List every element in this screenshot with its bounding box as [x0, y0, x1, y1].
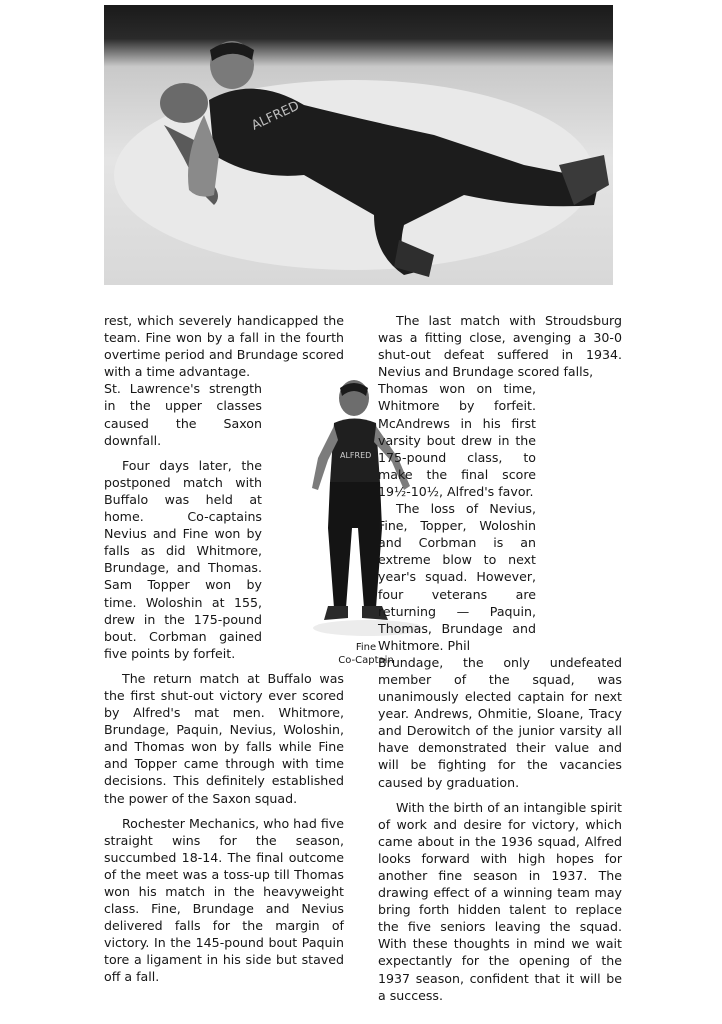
paragraph: The last match with Stroudsburg was a fitting close, avenging a 30-0 shut-out defeat suffered in 1934. Nevius and Brundage scored falls,: [378, 313, 622, 380]
caption-name: Fine: [355, 642, 377, 653]
paragraph: With the birth of an intangible spirit of work and desire for victory, which came about in the 1936 squad, Alfred looks forward with high hopes for another fine season in 1937. The drawing effect of a winning team may bring forth hidden talent to replace the five seniors leaving the squad. With these thoughts in mind we wait expectantly for the opening of the 1937 season, confident that it will be a success.: [378, 799, 622, 1003]
paragraph: rest, which severely handicapped the team. Fine won by a fall in the fourth overtime period and Brundage scored with a time advantage.: [104, 313, 344, 380]
paragraph: St. Lawrence's strength in the upper classes caused the Saxon downfall.: [104, 381, 262, 448]
wrestlers-illustration: [104, 5, 613, 285]
wrestling-photo: [104, 5, 613, 285]
paragraph: Brundage, the only undefeated member of the squad, was unanimously elected captain for next year. Andrews, Ohmitie, Sloane, Tracy and Derowitch of the junior varsity all have demonstrated their value and will be fighting for the vacancies caused by graduation.: [378, 654, 622, 790]
paragraph: The loss of Nevius, Fine, Topper, Woloshin and Corbman is an extreme blow to next year's squad. However, four veterans are returning — Paquin, Thomas, Brundage and Whitmore. Phil: [378, 501, 536, 653]
right-column: [378, 312, 622, 1012]
paragraph: The return match at Buffalo was the first shut-out victory ever scored by Alfred's mat men. Whitmore, Brundage, Paquin, Nevius, Woloshin, and Thomas won by falls while Fine and Topper came through with time decisions. This definitely established the power of the Saxon squad.: [104, 670, 344, 806]
paragraph: Four days later, the postponed match with Buffalo was held at home. Co-captains Nevius and Fine won by falls as did Whitmore, Brundage, and Thomas. Sam Topper won by time. Woloshin at 155, drew in the 175-pound bout. Corbman gained five points by forfeit.: [104, 457, 262, 661]
paragraph: Thomas won on time, Whitmore by forfeit. McAndrews in his first varsity bout drew in the 175-pound class, to make the final score 19½-10½, Alfred's favor.: [378, 381, 536, 499]
caption-title: Co-Captain: [338, 655, 394, 666]
svg-text:ALFRED: ALFRED: [249, 98, 302, 134]
svg-text:ALFRED: ALFRED: [340, 451, 372, 460]
paragraph: Rochester Mechanics, who had five straight wins for the season, succumbed 18-14. The final outcome of the meet was a toss-up till Thomas won his match in the heavyweight class. Fine, Brundage and Nevius delivered falls for the margin of victory. In the 145-pound bout Paquin tore a ligament in his side but staved off a fall.: [104, 815, 345, 985]
